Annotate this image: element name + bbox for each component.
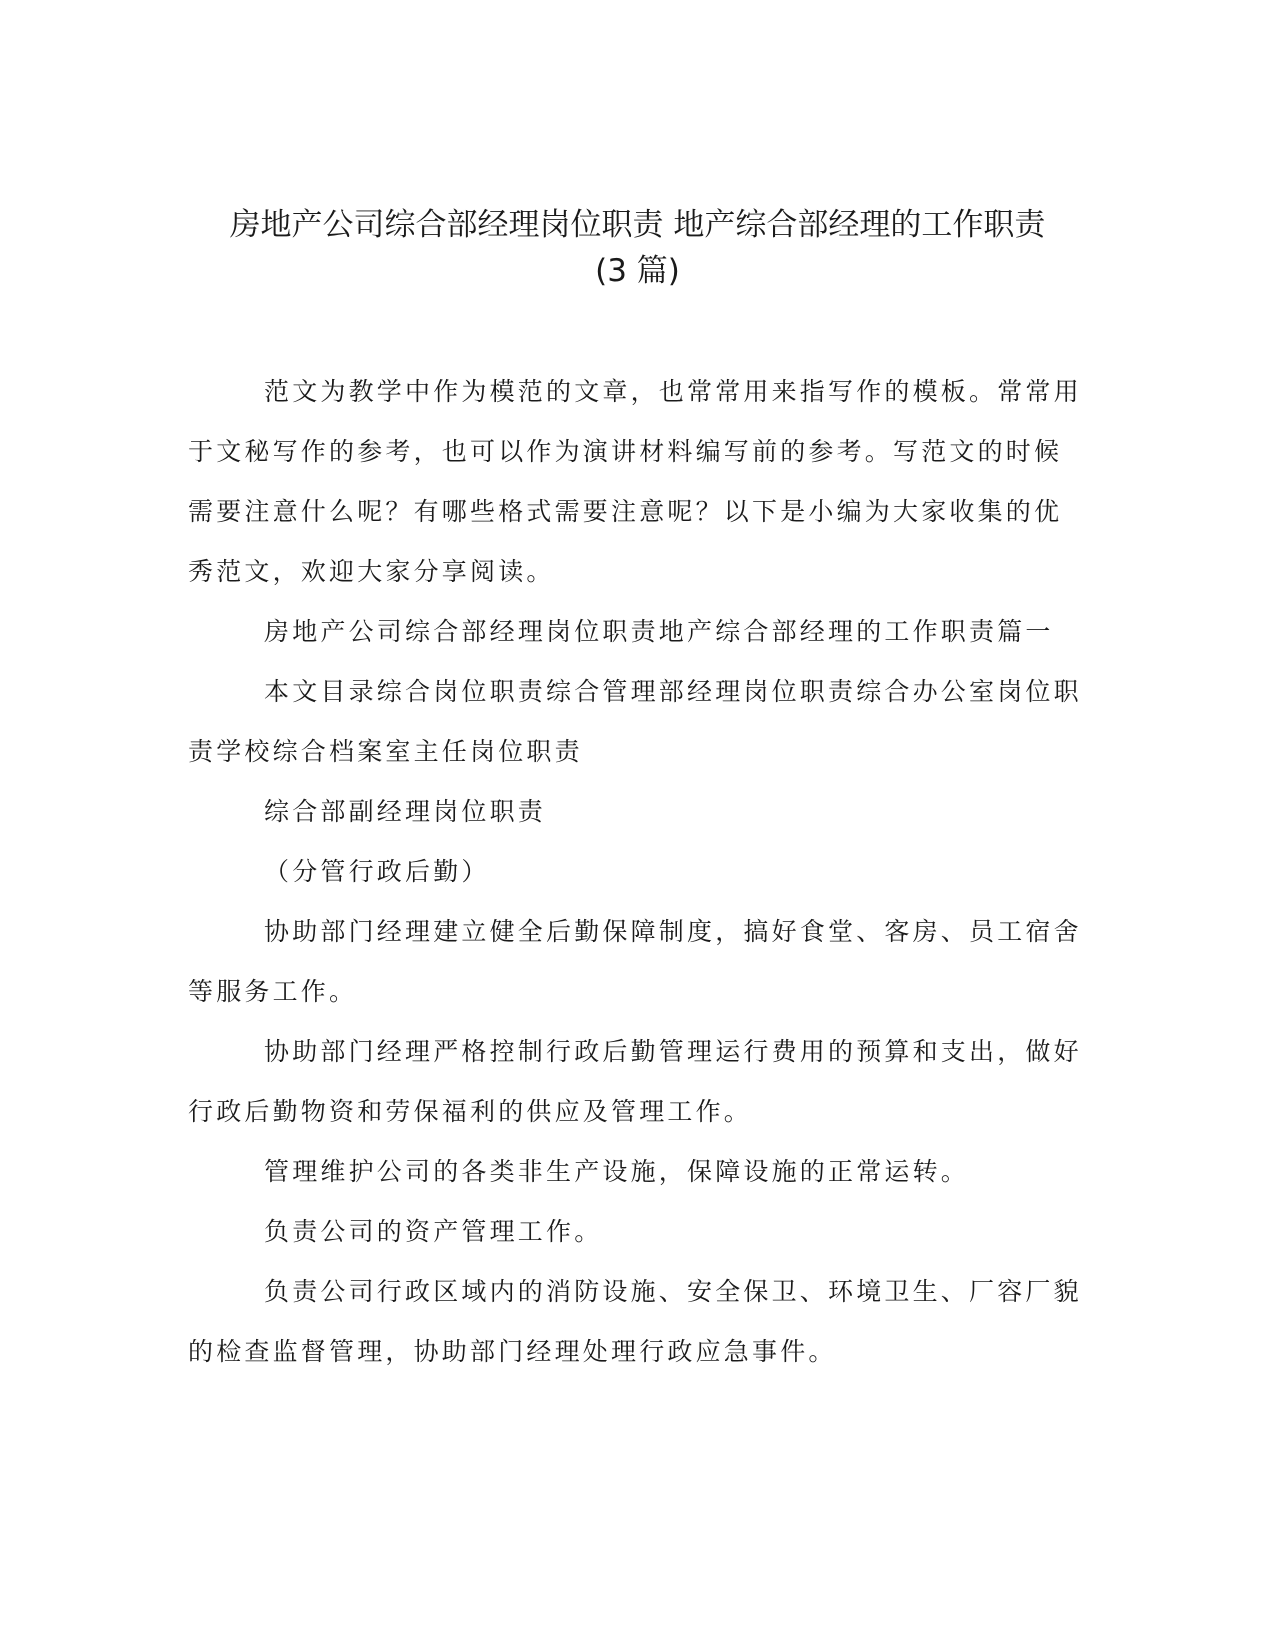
intro-paragraph: 范文为教学中作为模范的文章，也常常用来指写作的模板。常常用于文秘写作的参考，也可以作为演讲材料编写前的参考。写范文的时候需要注意什么呢？有哪些格式需要注意呢？以下是小编为大家收集的优秀范文，欢迎大家分享阅读。 <box>188 377 1082 586</box>
table-of-contents-paragraph: 本文目录综合岗位职责综合管理部经理岗位职责综合办公室岗位职责学校综合档案室主任岗位职责 <box>188 677 1082 766</box>
duty-paragraph: 负责公司行政区域内的消防设施、安全保卫、环境卫生、厂容厂貌的检查监督管理，协助部门经理处理行政应急事件。 <box>188 1277 1082 1366</box>
section-heading: 房地产公司综合部经理岗位职责地产综合部经理的工作职责篇一 <box>264 617 1054 646</box>
document-title <box>150 202 1125 294</box>
title-line-2: (3 篇) <box>595 253 680 289</box>
position-scope: （分管行政后勤） <box>264 857 490 886</box>
duty-paragraph: 协助部门经理严格控制行政后勤管理运行费用的预算和支出，做好行政后勤物资和劳保福利的供应及管理工作。 <box>188 1037 1082 1126</box>
title-line-1: 房地产公司综合部经理岗位职责 地产综合部经理的工作职责 <box>229 207 1046 243</box>
document-body <box>188 362 1083 1382</box>
duty-paragraph: 负责公司的资产管理工作。 <box>264 1217 603 1246</box>
duty-paragraph: 协助部门经理建立健全后勤保障制度，搞好食堂、客房、员工宿舍等服务工作。 <box>188 917 1082 1006</box>
position-title: 综合部副经理岗位职责 <box>264 797 547 826</box>
duty-paragraph: 管理维护公司的各类非生产设施，保障设施的正常运转。 <box>264 1157 970 1186</box>
